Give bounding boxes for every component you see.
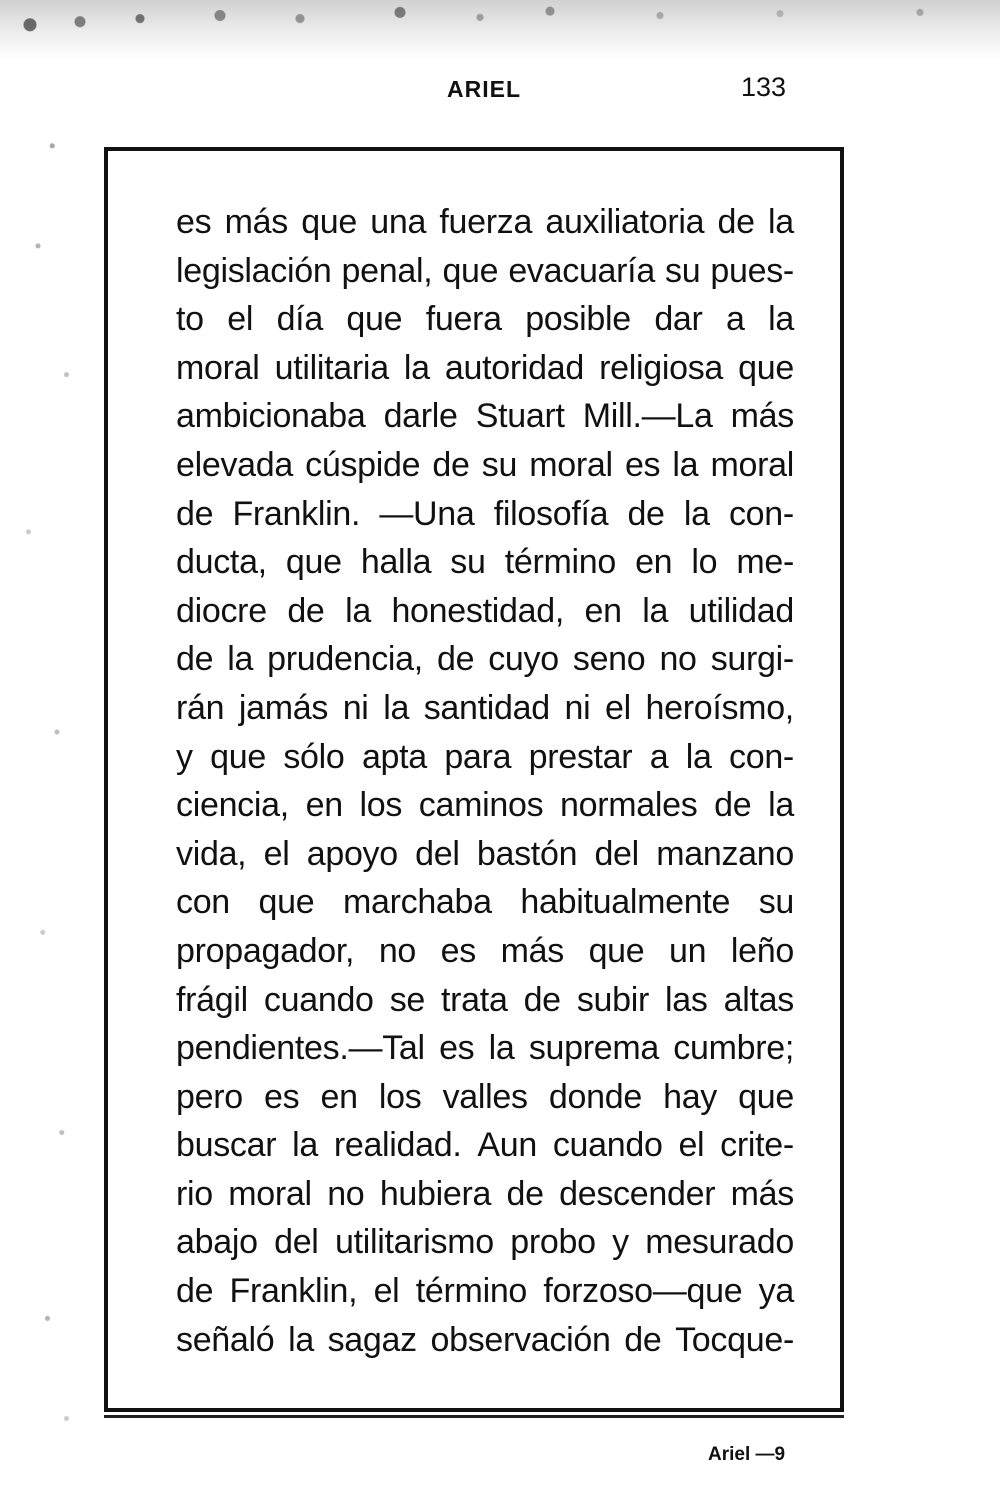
text-line: frágil cuando se trata de subir las altas (176, 980, 794, 1019)
text-line: propagador, no es más que un leño (176, 931, 794, 970)
text-line: y que sólo apta para prestar a la con- (176, 737, 794, 776)
text-line: elevada cúspide de su moral es la moral (176, 445, 794, 484)
text-line: moral utilitaria la autoridad religiosa que (176, 348, 794, 387)
scan-noise-top (0, 0, 1000, 62)
signature-mark: Ariel —9 (708, 1444, 786, 1465)
text-line: vida, el apoyo del bastón del manzano (176, 834, 794, 873)
text-line: rán jamás ni la santidad ni el heroísmo, (176, 688, 794, 727)
text-line: pero es en los valles donde hay que (176, 1077, 794, 1116)
body-text-block (176, 198, 794, 1364)
text-line: to el día que fuera posible dar a la (176, 300, 794, 339)
page-header (0, 72, 1000, 112)
text-line: de Franklin. —Una filosofía de la con- (176, 494, 794, 533)
text-line: pendientes.—Tal es la suprema cumbre; (176, 1029, 794, 1068)
text-line: diocre de la honestidad, en la utilidad (176, 591, 794, 630)
text-line: de la prudencia, de cuyo seno no surgi- (176, 640, 794, 679)
text-line: con que marchaba habitualmente su (176, 883, 794, 922)
text-line: señaló la sagaz observación de Tocque- (176, 1320, 794, 1359)
scan-noise-left-margin (0, 60, 95, 1490)
text-line: de Franklin, el término forzoso—que ya (176, 1272, 794, 1311)
text-line: rio moral no hubiera de descender más (176, 1174, 794, 1213)
text-line: ambicionaba darle Stuart Mill.—La más (176, 397, 794, 436)
text-line: abajo del utilitarismo probo y mesurado (176, 1223, 794, 1262)
text-line: legislación penal, que evacuaría su pues- (176, 251, 794, 290)
running-title: ARIEL (447, 76, 521, 102)
page-number: 133 (741, 72, 787, 102)
text-line: ducta, que halla su término en lo me- (176, 543, 794, 582)
text-line: buscar la realidad. Aun cuando el crite- (176, 1126, 794, 1165)
text-line: es más que una fuerza auxiliatoria de la (176, 203, 794, 241)
text-line: ciencia, en los caminos normales de la (176, 786, 794, 825)
